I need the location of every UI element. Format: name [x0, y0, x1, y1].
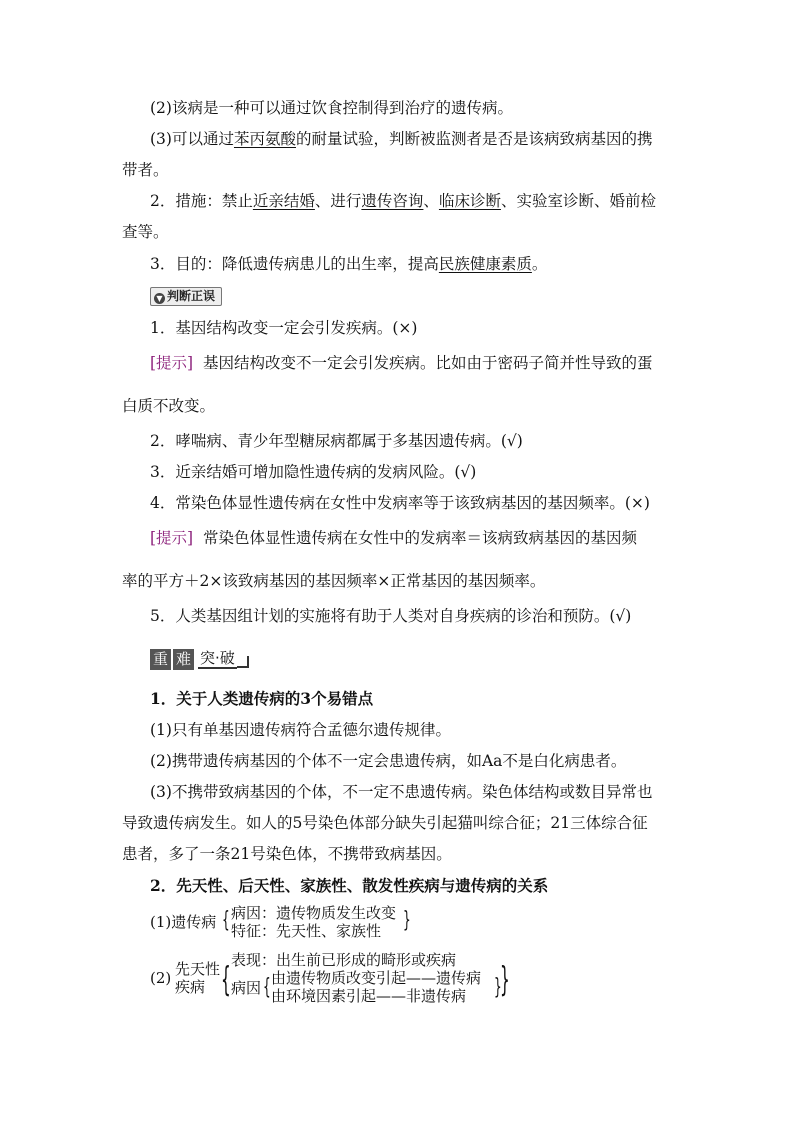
text-line: (1)只有单基因遗传病符合孟德尔遗传规律。: [150, 721, 451, 739]
tip-line: 白质不改变。: [122, 397, 216, 415]
judge-badge: ▼ 判断正误: [150, 287, 222, 306]
text-line: (3)不携带致病基因的个体，不一定不患遗传病。染色体结构或数目异常也: [150, 783, 653, 801]
underlined-term: 临床诊断: [438, 192, 501, 210]
text-line: 2．措施：禁止近亲结婚、进行遗传咨询、临床诊断、实验室诊断、婚前检: [150, 192, 656, 210]
question-item: 2．哮喘病、青少年型糖尿病都属于多基因遗传病。(√): [150, 432, 523, 450]
question-item: 4．常染色体显性遗传病在女性中发病率等于该致病基因的基因频率。(×): [150, 494, 650, 512]
text-line: 3．目的：降低遗传病患儿的出生率，提高民族健康素质。: [150, 255, 548, 273]
question-item: 1．基因结构改变一定会引发疾病。(×): [150, 319, 418, 337]
header-char: 重: [150, 649, 171, 670]
text-line: 导致遗传病发生。如人的5号染色体部分缺失引起猫叫综合征；21三体综合征: [122, 814, 648, 832]
diagram-label: 疾病: [175, 978, 206, 996]
diagram-item: 由环境因素引起——非遗传病: [271, 987, 467, 1005]
question-item: 5．人类基因组计划的实施将有助于人类对自身疾病的诊治和预防。(√): [150, 607, 632, 625]
text-line: (3)可以通过苯丙氨酸的耐量试验，判断被监测者是否是该病致病基因的携: [150, 130, 653, 148]
chevron-down-icon: ▼: [154, 293, 165, 304]
heading: 1．关于人类遗传病的3个易错点: [150, 689, 374, 708]
text-line: 带者。: [122, 161, 169, 179]
tip-line: [提示] 常染色体显性遗传病在女性中的发病率＝该病致病基因的基因频: [150, 529, 637, 547]
diagram-item: 病因: [231, 979, 262, 997]
left-brace-icon: {: [221, 960, 231, 1000]
header-char: 难: [173, 649, 194, 670]
diagram-item: 由遗传物质改变引起——遗传病: [271, 969, 482, 987]
diagram-item: 特征：先天性、家族性: [231, 922, 382, 940]
text-line: (2)该病是一种可以通过饮食控制得到治疗的遗传病。: [150, 99, 513, 117]
heading: 2．先天性、后天性、家族性、散发性疾病与遗传病的关系: [150, 876, 549, 895]
diagram-label: (2): [150, 969, 172, 987]
text-line: (2)携带遗传病基因的个体不一定会患遗传病，如Aa不是白化病患者。: [150, 752, 627, 770]
underlined-term: 民族健康素质: [438, 255, 532, 273]
underlined-term: 遗传咨询: [361, 192, 424, 210]
text-line: 查等。: [122, 223, 169, 241]
text-line: 患者，多了一条21号染色体，不携带致病基因。: [122, 845, 452, 863]
right-brace-icon: }: [494, 975, 502, 1000]
left-brace-icon: {: [222, 908, 230, 933]
right-brace-icon: }: [403, 908, 411, 933]
diagram-label: 先天性: [175, 960, 221, 978]
tip-line: 率的平方＋2×该致病基因的基因频率×正常基因的基因频率。: [122, 572, 546, 590]
diagram-item: 表现：出生前已形成的畸形或疾病: [231, 951, 457, 969]
underlined-term: 近亲结婚: [252, 192, 315, 210]
section-header: [150, 648, 249, 670]
tip-label: [提示]: [150, 354, 194, 372]
left-brace-icon: {: [263, 975, 271, 1000]
question-item: 3．近亲结婚可增加隐性遗传病的发病风险。(√): [150, 463, 477, 481]
right-brace-icon: }: [500, 960, 510, 1000]
tip-line: [提示] 基因结构改变不一定会引发疾病。比如由于密码子简并性导致的蛋: [150, 354, 653, 372]
tip-label: [提示]: [150, 529, 194, 547]
underlined-term: 苯丙氨酸: [233, 130, 296, 148]
diagram-item: 病因：遗传物质发生改变: [231, 904, 397, 922]
diagram-label: (1)遗传病: [150, 913, 217, 931]
header-char: 突·破: [200, 649, 235, 667]
